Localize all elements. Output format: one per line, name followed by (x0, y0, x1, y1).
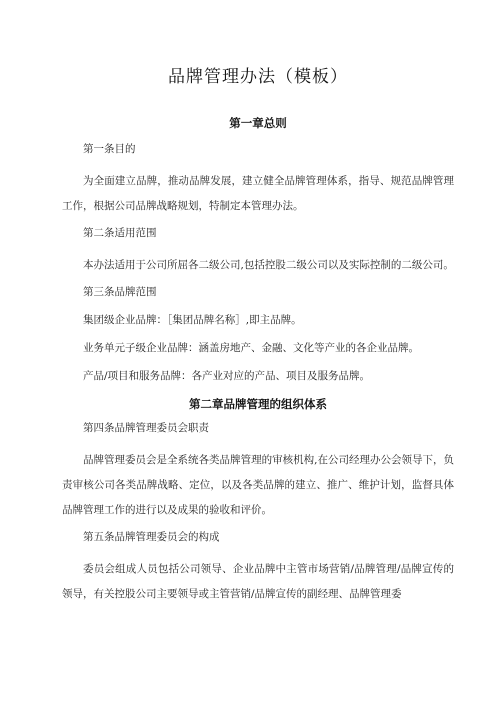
article-4-title: 第四条品牌管理委员会职责 (83, 422, 209, 434)
article-1-text: 为全面建立品牌，推动品牌发展，建立健全品牌管理体系，指导、规范品牌管理工作，根据公司品牌战略规划，特制定本管理办法。 (62, 175, 454, 212)
article-4-text: 品牌管理委员会是全系统各类品牌管理的审核机构,在公司经理办公会领导下，负责审核公司各类品牌战略、定位，以及各类品牌的建立、推广、维护计划，监督具体品牌管理工作的进行以及成果的验收和评价。 (62, 454, 454, 516)
article-3-title: 第三条品牌范围 (83, 286, 157, 298)
article-3-line-1: 集团级企业品牌：［集团品牌名称］,即主品牌。 (83, 314, 302, 326)
article-2-text: 本办法适用于公司所屈各二级公司,包括控股二级公司以及实际控制的二级公司。 (83, 259, 454, 271)
document-title: 品牌管理办法（模板） (168, 67, 348, 87)
article-1-title: 第一条目的 (83, 143, 136, 155)
article-3-line-2: 业务单元子级企业品牌：涵盖房地产、金融、文化等产业的各企业品牌。 (83, 342, 419, 354)
chapter-1-heading: 第一章总则 (229, 116, 287, 130)
chapter-2-heading: 第二章品牌管理的组织体系 (189, 397, 327, 411)
article-5-title: 第五条品牌管理委员会的构成 (83, 531, 220, 543)
article-3-line-3: 产品/项目和服务品牌：各产业对应的产品、项目及服务品牌。 (83, 370, 371, 382)
article-5-text: 委员会组成人员包括公司领导、企业品牌中主管市场营销/品牌管理/品牌宣传的领导，有关控股公司主要领导或主管营销/品牌宣传的副经理、品牌管理委 (62, 563, 454, 600)
article-2-title: 第二条适用范围 (83, 227, 157, 239)
